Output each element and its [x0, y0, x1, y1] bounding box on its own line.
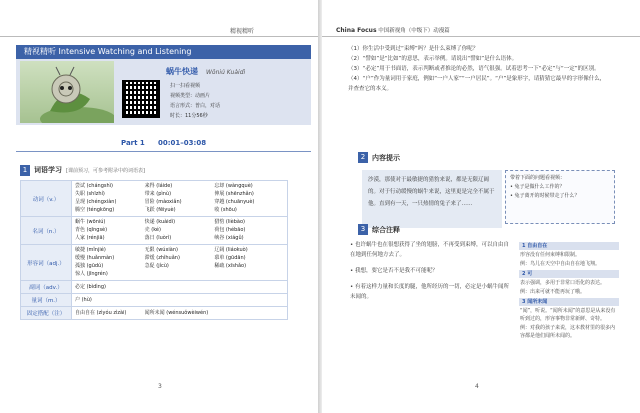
vocab-word: 失职 (shīzhí) — [75, 191, 105, 197]
vocab-category: 动词（v.） — [21, 181, 72, 217]
vocab-word: 闻所未闻 (wénsuǒwèiwén) — [144, 309, 209, 316]
notes-list — [350, 240, 510, 308]
glossary-example: 例：对我的孩子来说，这本教材里的很多内容都是他们闻所未闻的。 — [520, 325, 616, 339]
video-title-text: 蜗牛快递 — [166, 67, 198, 76]
vocab-category: 量词（m.） — [21, 294, 72, 307]
hint-title: 带着下面的问题看视频： — [510, 175, 566, 181]
vocab-words — [72, 294, 288, 307]
vocab-word: 自由自在 (zìyóu zìzài) — [75, 309, 127, 316]
vocab-words — [72, 181, 288, 217]
table-row — [21, 245, 288, 281]
vocab-word: 快递 (kuàidì) — [144, 219, 176, 225]
question-item: （4）“户”作为量词用于家庭，例如“一户人家”“一户居民”。“户”是象形字，请猜猜它最早的字形像什么，并查查它的本义。 — [348, 76, 606, 92]
glossary-line: 形容没有任何束缚和限制。 — [520, 252, 581, 258]
glossary-example: 例：鸟儿在天空中自由自在地飞翔。 — [520, 261, 601, 267]
running-head: 精视精听 — [230, 28, 255, 35]
vocab-words — [72, 307, 288, 320]
glossary-heading: 3 闻所未闻 — [519, 298, 619, 306]
vocab-word: 缓慢 (huǎnmàn) — [75, 255, 115, 261]
vocab-word: 呈现 (chéngxiàn) — [75, 199, 117, 205]
table-row — [21, 307, 288, 320]
meta-line: 时长：11分56秒 — [170, 113, 208, 119]
brand-name: China Focus — [336, 27, 377, 34]
vocab-word: 壳 (ké) — [144, 227, 161, 233]
glossary-heading: 1 自由自在 — [519, 242, 619, 250]
glossary-panel — [519, 240, 619, 341]
left-page — [0, 0, 318, 413]
vocab-word: 慕单 (gūdān) — [214, 255, 246, 261]
snail-illustration — [20, 61, 114, 123]
meta-line: 语言形式：普白，对话 — [170, 103, 221, 109]
vocab-words — [72, 245, 288, 281]
question-item: （2）“譬如”是“比如”的意思，表示举例。请说出“譬如”是什么语体。 — [348, 56, 518, 62]
section-subtitle: [课前预习，可参考附录中的词语表] — [66, 168, 145, 174]
table-row — [21, 217, 288, 245]
section-number: 1 — [20, 165, 30, 176]
table-row — [21, 281, 288, 294]
question-item: （3）“必定”用于书面语，表示判断或者推论的必然，语气很强。试着思考一下“必定”与“一定”的区别。 — [348, 66, 600, 72]
vocab-word: 伸展 (shēnzhǎn) — [214, 191, 254, 197]
glossary-line: “闻”，听说。“闻所未闻”的意思是从来没有听到过的，形容事物非常新鲜、奇特。 — [520, 308, 616, 322]
vocab-word: 必定 (bìdìng) — [75, 283, 106, 290]
vocab-category: 固定搭配（注） — [21, 307, 72, 320]
vocab-word: 来得 (láide) — [144, 183, 173, 189]
vocab-words — [72, 281, 288, 294]
vocab-word: 腾空 (téngkōng) — [75, 207, 115, 213]
vocab-category: 形容词（adj.） — [21, 245, 72, 281]
video-thumbnail[interactable] — [20, 61, 114, 123]
vocab-word: 荷包 (hébāo) — [214, 227, 246, 233]
table-row — [21, 294, 288, 307]
vocab-word: 稀疏 (xīshǎo) — [214, 263, 247, 269]
right-page — [322, 0, 640, 413]
vocab-word: 忘却 (wàngquè) — [214, 183, 253, 189]
vocab-word: 惊人 (jīngrén) — [75, 271, 108, 277]
vocab-word: 无限 (wúxiàn) — [144, 247, 178, 253]
glossary-line: 表示强调，多用于非常口语化的表达。 — [520, 280, 606, 286]
video-title — [166, 66, 245, 77]
part-label: Part 1 — [121, 139, 145, 147]
hint-box — [505, 170, 615, 224]
vocab-table — [20, 180, 288, 320]
vocab-word: 尝试 (chángshì) — [75, 183, 113, 189]
vocab-word: 孤独 (gūdú) — [75, 263, 104, 269]
page-number: 4 — [475, 383, 479, 390]
question-item: （1）你生活中受到过“束缚”吗？是什么束缚了你呢？ — [348, 46, 479, 52]
vocab-word: 收 (shōu) — [214, 207, 237, 213]
vocab-word: 敏捷 (mǐnjié) — [75, 247, 106, 253]
vocab-word: 户 (hù) — [75, 296, 92, 303]
vocab-word: 冒险 (màoxiǎn) — [144, 199, 182, 205]
vocab-word: 穿越 (chuānyuè) — [214, 199, 255, 205]
vocab-word: 辽阔 (liáokuò) — [214, 247, 248, 253]
part-time: 00:01–03:08 — [158, 139, 207, 147]
meta-line: 视频类型：动画片 — [170, 93, 211, 99]
vocab-word: 落日 (luòrì) — [144, 235, 172, 241]
note-item: • 我想，要它是否不是我不可能呢？ — [350, 268, 438, 274]
meta-line[interactable]: 扫一扫看视频 — [170, 83, 201, 89]
note-item: • 有着这样力量和长度的腿，他所经历的一切，必定是小蜗牛闻所未闻的。 — [350, 284, 509, 300]
section-bar: 精视精听 Intensive Watching and Listening — [16, 45, 311, 59]
section-number: 2 — [358, 152, 368, 163]
header-rule — [0, 36, 318, 37]
vocab-word: 急促 (jícù) — [144, 263, 169, 269]
section-title: 综合注释 — [372, 226, 400, 234]
qr-code[interactable] — [122, 80, 160, 118]
vocab-category: 副词（adv.） — [21, 281, 72, 294]
vocab-words — [72, 217, 288, 245]
section-number: 3 — [358, 224, 368, 235]
video-title-pinyin: Wōniú Kuàidì — [206, 69, 246, 76]
vocab-word: 蜗牛 (wōniú) — [75, 219, 106, 225]
note-item: • 也许蜗牛也在很想获得了坐的翅膀，不再受到束缚，可以自由自在地到任何地方去了。 — [350, 242, 509, 258]
book-title: 中国新视角（中级下）动漫篇 — [378, 28, 450, 34]
vocab-word: 滞缓 (zhìhuǎn) — [144, 255, 180, 261]
page-number: 3 — [158, 383, 162, 390]
vocab-word: 带来 (pìnù) — [144, 191, 172, 197]
vocab-word: 青色 (qīngsè) — [75, 227, 108, 233]
section-title: 内容提示 — [372, 154, 400, 162]
part-rule — [16, 151, 311, 152]
vocab-word: 猎豹 (lièbào) — [214, 219, 245, 225]
glossary-example: 例：出来可就不能再玩了哦。 — [520, 289, 586, 295]
running-head — [336, 26, 450, 34]
question-list — [348, 44, 608, 94]
section-title — [34, 165, 145, 175]
video-meta — [170, 81, 220, 121]
section-title-text: 词语学习 — [34, 166, 62, 174]
vocab-word: 飞跃 (fēiyuè) — [144, 207, 176, 213]
glossary-heading: 2 可 — [519, 270, 619, 278]
vocab-category: 名词（n.） — [21, 217, 72, 245]
vocab-word: 人家 (rénjiā) — [75, 235, 105, 241]
story-summary: 沙漠，那使对于最敏捷的猎豹来说，都是无限辽阔的。对于行动缓慢的蜗牛来说，这里更是完全不属于他。直到有一天，一只热情的兔子来了…… — [362, 170, 502, 228]
hint-item: • 兔子离开的时候带走了什么？ — [510, 193, 580, 199]
table-row — [21, 181, 288, 217]
hint-item: • 兔子是做什么工作的？ — [510, 184, 565, 190]
header-rule — [322, 36, 640, 37]
vocab-word: 峡谷 (xiágǔ) — [214, 235, 244, 241]
